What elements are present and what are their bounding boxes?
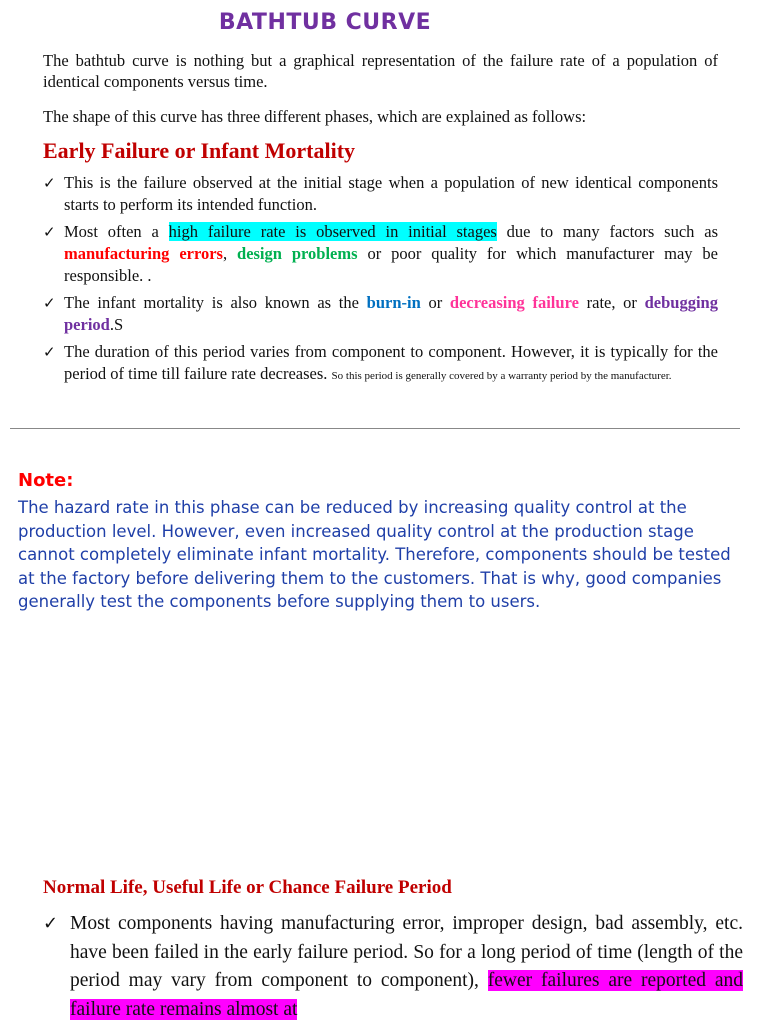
term-burn-in: burn-in: [366, 293, 421, 312]
bullet-text-pre: Most often a: [64, 222, 169, 241]
bullet-text: This is the failure observed at the initial stage when a population of new identical components starts to perform its intended function.: [64, 173, 718, 214]
term-manufacturing-errors: manufacturing errors: [64, 244, 223, 263]
checkmark-icon: ✓: [43, 343, 56, 361]
checkmark-icon: ✓: [43, 294, 56, 312]
bullet-text-pre: The infant mortality is also known as the: [64, 293, 367, 312]
infant-mortality-bullet-list: [43, 172, 718, 392]
note-label: Note:: [18, 470, 74, 491]
list-item: [43, 341, 718, 387]
bullet-text-mid: or: [420, 293, 450, 312]
term-design-problems: design problems: [237, 244, 358, 263]
list-item: [43, 221, 718, 287]
bullet-text: The duration of this period varies from component to component. However, it is typically for the period of time till failure rate decreases.: [64, 342, 718, 383]
term-decreasing-failure: decreasing failure: [449, 293, 579, 312]
comma-text: ,: [222, 244, 238, 263]
list-item: [43, 292, 718, 336]
intro-paragraph-1: The bathtub curve is nothing but a graphical representation of the failure rate of a population of identical components versus time.: [43, 51, 718, 91]
section-heading-infant-mortality: Early Failure or Infant Mortality: [43, 138, 356, 163]
list-item: [43, 172, 718, 216]
checkmark-icon: ✓: [43, 223, 56, 241]
checkmark-icon: ✓: [43, 913, 59, 934]
highlighted-text: high failure rate is observed in initial stages: [168, 222, 497, 241]
bullet-small-text: So this period is generally covered by a warranty period by the manufacturer.: [331, 370, 672, 382]
list-item: [43, 910, 743, 1024]
page-title: BATHTUB CURVE: [218, 10, 432, 35]
bullet-text-post: .S: [109, 315, 124, 334]
note-body: The hazard rate in this phase can be reduced by increasing quality control at the production level. However, even increased quality control at the production stage cannot completely eliminate infant mortality. Therefore, components should be tested at the factory before delivering them to the customers. That is why, good companies generally test the components before supplying them to users.: [18, 498, 731, 611]
bullet-text-post: or poor quality for which manufacturer may be responsible. .: [64, 244, 719, 285]
normal-life-bullet-list: [43, 910, 743, 1024]
intro-paragraph-2: The shape of this curve has three different phases, which are explained as follows:: [43, 107, 587, 126]
bullet-text-mid: due to many factors such as: [496, 222, 718, 241]
bullet-text: Most components having manufacturing error, improper design, bad assembly, etc. have been failed in the early failure period. So for a long period of time (length of the period may vary from component to component),: [70, 913, 743, 991]
divider: [10, 428, 740, 429]
bullet-text-mid2: rate, or: [578, 293, 645, 312]
highlighted-text: fewer failures are reported and failure rate remains almost at: [70, 970, 743, 1020]
section-heading-normal-life: Normal Life, Useful Life or Chance Failure Period: [43, 877, 452, 898]
term-debugging-period: debugging period: [64, 293, 718, 334]
checkmark-icon: ✓: [43, 174, 56, 192]
